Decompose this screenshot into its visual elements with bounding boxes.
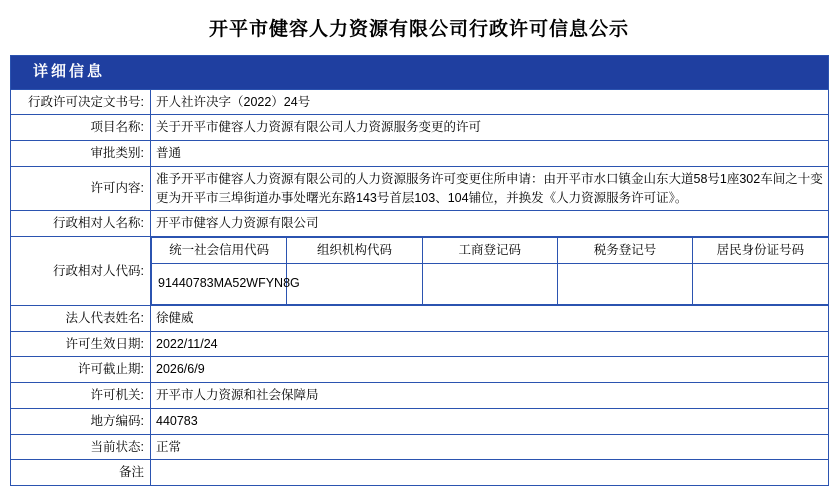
table-row-content (11, 166, 829, 211)
code-header-4: 居民身份证号码 (693, 238, 828, 264)
table-row-authority (11, 383, 829, 409)
table-row-project (11, 115, 829, 141)
table-row-doc-no (11, 89, 829, 115)
remark-label: 备注 (11, 460, 151, 486)
info-table-wrapper (0, 55, 838, 486)
table-row-counterpart-code (11, 237, 829, 306)
counterpart-name-value: 开平市健容人力资源有限公司 (151, 211, 829, 237)
permit-info-table (10, 55, 829, 486)
section-header-cell (11, 56, 829, 90)
table-row-header (11, 56, 829, 90)
table-row-remark (11, 460, 829, 486)
effective-date-value: 2022/11/24 (151, 331, 829, 357)
code-header-2: 工商登记码 (422, 238, 557, 264)
authority-value: 开平市人力资源和社会保障局 (151, 383, 829, 409)
code-subtable-header-row (152, 238, 829, 264)
code-value-0: 91440783MA52WFYN8G (152, 263, 287, 304)
code-value-1 (287, 263, 422, 304)
counterpart-code-cell (151, 237, 829, 306)
counterpart-name-label: 行政相对人名称: (11, 211, 151, 237)
expiry-date-value: 2026/6/9 (151, 357, 829, 383)
code-value-3 (557, 263, 692, 304)
region-code-value: 440783 (151, 408, 829, 434)
legal-person-value: 徐健威 (151, 305, 829, 331)
code-subtable-value-row (152, 263, 829, 304)
table-row-counterpart-name (11, 211, 829, 237)
counterpart-code-label: 行政相对人代码: (11, 237, 151, 306)
content-value: 准予开平市健容人力资源有限公司的人力资源服务许可变更住所申请：由开平市水口镇金山东大道58号1座302车间之十变更为开平市三埠街道办事处曙光东路143号首层103、104铺位，并换发《人力资源服务许可证》。 (151, 166, 829, 211)
status-label: 当前状态: (11, 434, 151, 460)
expiry-date-label: 许可截止期: (11, 357, 151, 383)
code-header-1: 组织机构代码 (287, 238, 422, 264)
table-row-region-code (11, 408, 829, 434)
table-row-status (11, 434, 829, 460)
region-code-label: 地方编码: (11, 408, 151, 434)
doc-no-value: 开人社许决字（2022）24号 (151, 89, 829, 115)
project-value: 关于开平市健容人力资源有限公司人力资源服务变更的许可 (151, 115, 829, 141)
content-label: 许可内容: (11, 166, 151, 211)
doc-no-label: 行政许可决定文书号: (11, 89, 151, 115)
status-value: 正常 (151, 434, 829, 460)
table-row-effective-date (11, 331, 829, 357)
authority-label: 许可机关: (11, 383, 151, 409)
table-row-expiry-date (11, 357, 829, 383)
remark-value (151, 460, 829, 486)
code-header-0: 统一社会信用代码 (152, 238, 287, 264)
section-header-label: 详细信息 (33, 63, 106, 80)
effective-date-label: 许可生效日期: (11, 331, 151, 357)
page-title: 开平市健容人力资源有限公司行政许可信息公示 (208, 19, 629, 40)
code-value-2 (422, 263, 557, 304)
table-row-legal-person (11, 305, 829, 331)
project-label: 项目名称: (11, 115, 151, 141)
code-value-4 (693, 263, 828, 304)
table-row-approval-type (11, 141, 829, 167)
approval-type-value: 普通 (151, 141, 829, 167)
code-subtable (151, 237, 829, 305)
approval-type-label: 审批类别: (11, 141, 151, 167)
legal-person-label: 法人代表姓名: (11, 305, 151, 331)
code-header-3: 税务登记号 (557, 238, 692, 264)
